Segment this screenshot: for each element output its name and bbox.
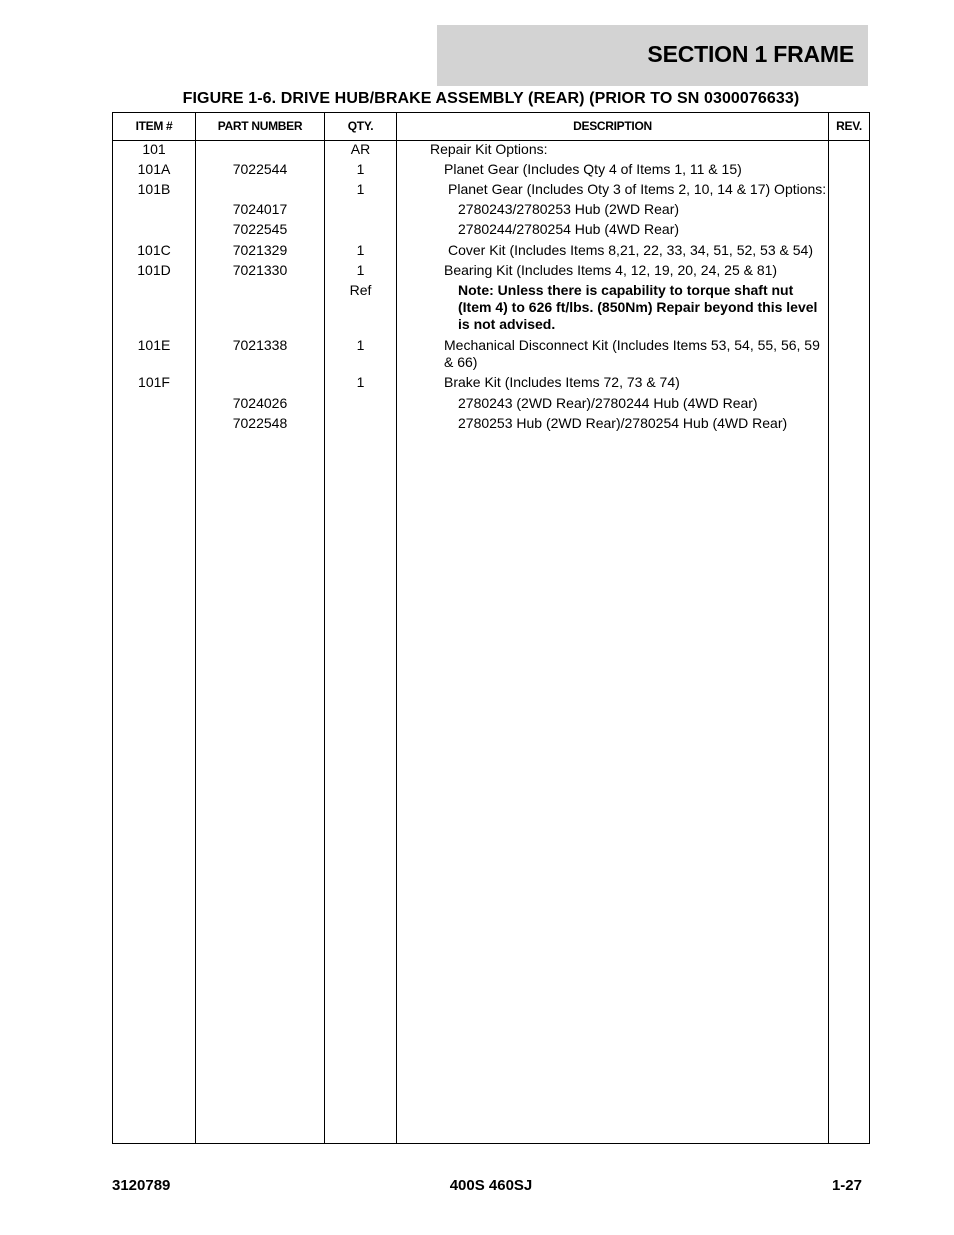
description: Bearing Kit (Includes Items 4, 12, 19, 20, 24, 25 & 81) xyxy=(444,262,778,278)
footer-doc-number: 3120789 xyxy=(112,1177,171,1194)
description: Planet Gear (Includes Oty 3 of Items 2, 10, 14 & 17) Options: xyxy=(448,181,827,197)
quantity: Ref xyxy=(349,282,372,298)
column-divider xyxy=(396,113,397,1143)
item-number: 101D xyxy=(137,262,171,278)
section-title: SECTION 1 FRAME xyxy=(647,41,854,67)
header-part-number: PART NUMBER xyxy=(217,119,303,133)
quantity: 1 xyxy=(356,262,365,278)
header-description: DESCRIPTION xyxy=(573,119,652,133)
quantity: 1 xyxy=(356,242,365,258)
part-number: 7024026 xyxy=(232,395,288,411)
part-number: 7021329 xyxy=(232,242,288,258)
header-rev: REV. xyxy=(836,119,862,133)
header-qty: QTY. xyxy=(347,119,374,133)
quantity: 1 xyxy=(356,337,365,353)
note-text: Note: Unless there is capability to torque shaft nut (Item 4) to 626 ft/lbs. (850Nm) Repair beyond this level is not advised. xyxy=(458,282,818,332)
part-number: 7022548 xyxy=(232,415,288,431)
quantity: 1 xyxy=(356,161,365,177)
quantity: 1 xyxy=(356,374,365,390)
description: 2780243 (2WD Rear)/2780244 Hub (4WD Rear) xyxy=(458,395,758,411)
part-number: 7022545 xyxy=(232,221,288,237)
quantity: AR xyxy=(350,141,371,157)
figure-title: FIGURE 1-6. DRIVE HUB/BRAKE ASSEMBLY (REAR) (PRIOR TO SN 0300076633) xyxy=(182,90,800,107)
description: Planet Gear (Includes Qty 4 of Items 1, 11 & 15) xyxy=(444,161,742,177)
column-divider xyxy=(828,113,829,1143)
header-item: ITEM # xyxy=(135,119,173,133)
item-number: 101A xyxy=(137,161,171,177)
part-number: 7021330 xyxy=(232,262,288,278)
footer-model: 400S 460SJ xyxy=(449,1177,533,1194)
footer-page-number: 1-27 xyxy=(831,1177,862,1194)
item-number: 101 xyxy=(142,141,166,157)
part-number: 7021338 xyxy=(232,337,288,353)
section-header xyxy=(437,25,868,86)
description: Cover Kit (Includes Items 8,21, 22, 33, 34, 51, 52, 53 & 54) xyxy=(448,242,813,258)
description: Brake Kit (Includes Items 72, 73 & 74) xyxy=(444,374,680,390)
quantity: 1 xyxy=(356,181,365,197)
item-number: 101C xyxy=(137,242,171,258)
part-number: 7024017 xyxy=(232,201,288,217)
description: Mechanical Disconnect Kit (Includes Items 53, 54, 55, 56, 59 & 66) xyxy=(444,337,820,370)
part-number: 7022544 xyxy=(232,161,288,177)
item-number: 101F xyxy=(138,374,170,390)
description: 2780243/2780253 Hub (2WD Rear) xyxy=(458,201,680,217)
parts-table xyxy=(112,112,870,1144)
item-number: 101B xyxy=(137,181,171,197)
description: 2780244/2780254 Hub (4WD Rear) xyxy=(458,221,680,237)
description: Repair Kit Options: xyxy=(430,141,548,157)
description: 2780253 Hub (2WD Rear)/2780254 Hub (4WD Rear) xyxy=(458,415,788,431)
item-number: 101E xyxy=(137,337,171,353)
